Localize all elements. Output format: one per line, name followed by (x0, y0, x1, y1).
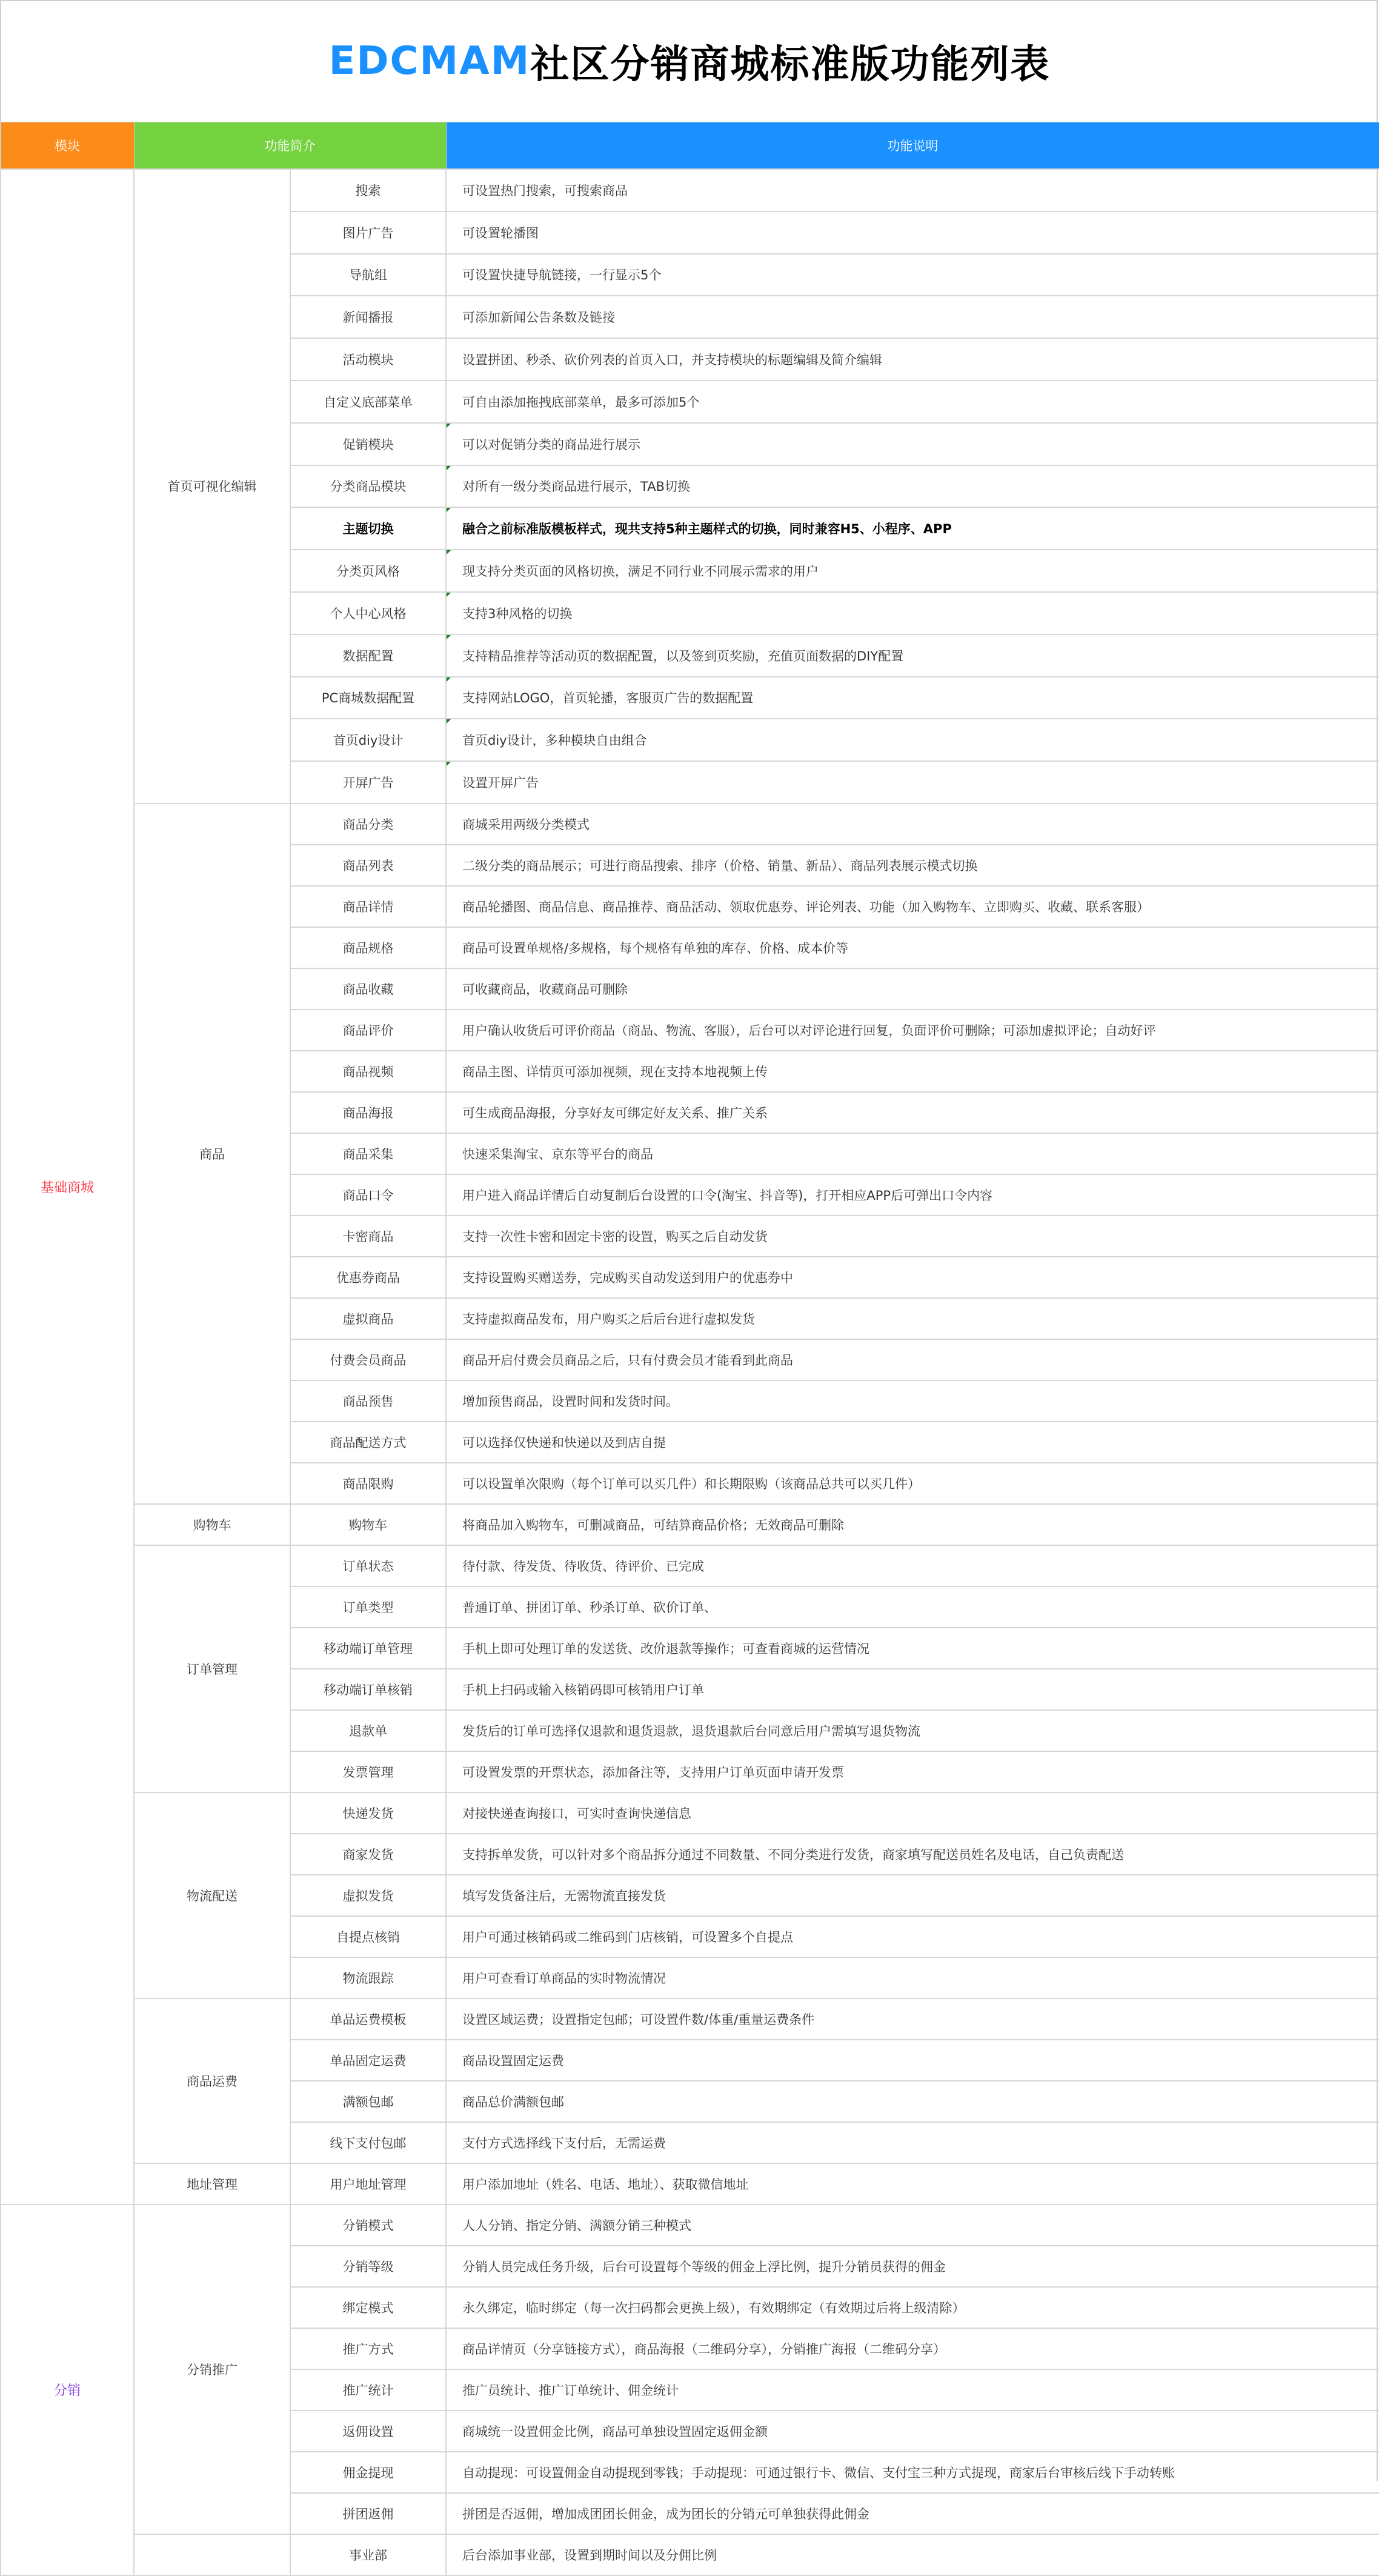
description-text: 商品详情页（分享链接方式），商品海报（二维码分享），分销推广海报（二维码分享） (462, 2341, 946, 2357)
description-text: 发货后的订单可选择仅退款和退货退款，退货退款后台同意后用户需填写退货物流 (462, 1723, 920, 1739)
description-text: 支持精品推荐等活动页的数据配置，以及签到页奖励，充值页面数据的DIY配置 (462, 648, 904, 664)
description-cell (446, 761, 1379, 804)
description-cell (446, 804, 1379, 845)
description-cell (446, 2452, 1379, 2493)
description-text: 融合之前标准版模板样式，现共支持5种主题样式的切换，同时兼容H5、小程序、APP (462, 522, 952, 537)
description-text: 商品可设置单规格/多规格，每个规格有单独的库存、价格、成本价等 (462, 940, 849, 956)
description-cell (446, 886, 1379, 927)
feature-cell: 个人中心风格 (290, 592, 446, 634)
description-cell (446, 2534, 1379, 2575)
description-cell (446, 2081, 1379, 2122)
description-text: 可以设置单次限购（每个订单可以买几件）和长期限购（该商品总共可以买几件） (462, 1476, 920, 1491)
title-text: 社区分销商城标准版功能列表 (530, 42, 1051, 87)
comment-marker-icon (447, 508, 451, 512)
description-text: 设置区域运费；设置指定包邮；可设置件数/体重/重量运费条件 (462, 2012, 815, 2027)
description-cell (446, 634, 1379, 677)
feature-cell: 新闻播报 (290, 296, 446, 338)
description-text: 现支持分类页面的风格切换，满足不同行业不同展示需求的用户 (462, 564, 819, 579)
description-cell (446, 1257, 1379, 1298)
description-cell (446, 1051, 1379, 1092)
description-text: 可设置发票的开票状态，添加备注等，支持用户订单页面申请开发票 (462, 1765, 844, 1780)
feature-cell: 活动模块 (290, 338, 446, 381)
description-text: 可设置快捷导航链接，一行显示5个 (462, 268, 662, 283)
feature-cell: 分类页风格 (290, 550, 446, 592)
description-text: 用户可查看订单商品的实时物流情况 (462, 1971, 666, 1986)
description-text: 用户确认收货后可评价商品（商品、物流、客服），后台可以对评论进行回复，负面评价可删除；可添加虚拟评论；自动好评 (462, 1023, 1156, 1038)
description-cell (446, 1339, 1379, 1380)
description-cell (446, 1751, 1379, 1792)
feature-cell: 商品详情 (290, 886, 446, 927)
table-row (1, 804, 1379, 845)
description-text: 对接快递查询接口，可实时查询快递信息 (462, 1806, 691, 1821)
description-text: 可添加新闻公告条数及链接 (462, 310, 615, 325)
table-header-row (1, 122, 1379, 170)
group-cell: 地址管理 (134, 2163, 290, 2205)
feature-cell: 发票管理 (290, 1751, 446, 1792)
comment-marker-icon (447, 424, 451, 428)
description-cell (446, 254, 1379, 296)
description-cell (446, 2287, 1379, 2328)
description-text: 填写发货备注后，无需物流直接发货 (462, 1888, 666, 1903)
feature-table (0, 122, 1379, 2576)
description-cell (446, 2163, 1379, 2205)
description-text: 支持3种风格的切换 (462, 606, 573, 621)
feature-cell: 订单类型 (290, 1586, 446, 1628)
feature-cell: 绑定模式 (290, 2287, 446, 2328)
feature-cell: 商品采集 (290, 1133, 446, 1174)
description-cell (446, 1875, 1379, 1916)
description-cell (446, 507, 1379, 550)
feature-cell: 返佣设置 (290, 2411, 446, 2452)
description-cell (446, 1834, 1379, 1875)
description-text: 二级分类的商品展示；可进行商品搜索、排序（价格、销量、新品）、商品列表展示模式切换 (462, 858, 978, 873)
description-text: 支持网站LOGO，首页轮播，客服页广告的数据配置 (462, 691, 754, 706)
description-text: 人人分销、指定分销、满额分销三种模式 (462, 2218, 691, 2233)
description-text: 用户添加地址（姓名、电话、地址）、获取微信地址 (462, 2177, 749, 2192)
group-cell: 物流配送 (134, 1792, 290, 1999)
group-cell: 分销推广 (134, 2205, 290, 2534)
table-row (1, 2163, 1379, 2205)
comment-marker-icon (447, 593, 451, 597)
description-text: 增加预售商品，设置时间和发货时间。 (462, 1394, 679, 1409)
table-row (1, 1504, 1379, 1545)
table-row (1, 1545, 1379, 1586)
description-text: 拼团是否返佣，增加成团团长佣金，成为团长的分销元可单独获得此佣金 (462, 2506, 869, 2521)
description-text: 后台添加事业部，设置到期时间以及分佣比例 (462, 2548, 717, 2563)
feature-cell: 购物车 (290, 1504, 446, 1545)
feature-cell: 单品运费模板 (290, 1999, 446, 2040)
feature-cell: 分类商品模块 (290, 465, 446, 508)
feature-cell: 推广统计 (290, 2369, 446, 2411)
comment-marker-icon (447, 550, 451, 554)
description-text: 可以对促销分类的商品进行展示 (462, 437, 640, 452)
description-cell (446, 1792, 1379, 1834)
description-text: 商品开启付费会员商品之后，只有付费会员才能看到此商品 (462, 1353, 793, 1368)
description-text: 设置开屏广告 (462, 776, 539, 791)
feature-cell: 订单状态 (290, 1545, 446, 1586)
description-cell (446, 1133, 1379, 1174)
feature-cell: 开屏广告 (290, 761, 446, 804)
comment-marker-icon (447, 719, 451, 724)
description-cell (446, 1463, 1379, 1504)
feature-cell: 推广方式 (290, 2328, 446, 2369)
group-cell (134, 2534, 290, 2575)
feature-cell: 导航组 (290, 254, 446, 296)
table-row (1, 169, 1379, 211)
feature-cell: 快递发货 (290, 1792, 446, 1834)
feature-cell: 图片广告 (290, 211, 446, 254)
feature-cell: 商家发货 (290, 1834, 446, 1875)
module-cell: 基础商城 (1, 169, 134, 2205)
description-cell (446, 1504, 1379, 1545)
feature-cell: 付费会员商品 (290, 1339, 446, 1380)
feature-cell: 移动端订单核销 (290, 1669, 446, 1710)
feature-cell: 商品列表 (290, 845, 446, 886)
feature-cell: 商品口令 (290, 1174, 446, 1216)
feature-cell: 主题切换 (290, 507, 446, 550)
feature-cell: 商品海报 (290, 1092, 446, 1133)
page-title (0, 0, 1379, 122)
description-cell (446, 1010, 1379, 1051)
feature-cell: 虚拟商品 (290, 1298, 446, 1339)
description-text: 商城采用两级分类模式 (462, 817, 590, 832)
feature-cell: 商品预售 (290, 1380, 446, 1422)
description-text: 可以选择仅快递和快递以及到店自提 (462, 1435, 666, 1450)
description-text: 待付款、待发货、待收货、待评价、已完成 (462, 1559, 704, 1574)
header-module: 模块 (1, 122, 134, 170)
description-text: 支持设置购买赠送券，完成购买自动发送到用户的优惠券中 (462, 1270, 793, 1285)
description-text: 推广员统计、推广订单统计、佣金统计 (462, 2383, 679, 2398)
description-cell (446, 1380, 1379, 1422)
feature-cell: 单品固定运费 (290, 2040, 446, 2081)
description-text: 首页diy设计，多种模块自由组合 (462, 733, 647, 748)
description-cell (446, 1710, 1379, 1751)
feature-cell: 分销模式 (290, 2205, 446, 2246)
feature-cell: 佣金提现 (290, 2452, 446, 2493)
description-text: 支付方式选择线下支付后，无需运费 (462, 2135, 666, 2151)
description-text: 支持虚拟商品发布，用户购买之后后台进行虚拟发货 (462, 1311, 755, 1326)
table-row (1, 1792, 1379, 1834)
description-cell (446, 1545, 1379, 1586)
feature-cell: 卡密商品 (290, 1216, 446, 1257)
description-cell (446, 211, 1379, 254)
group-cell: 订单管理 (134, 1545, 290, 1792)
description-cell (446, 2122, 1379, 2163)
comment-marker-icon (447, 677, 451, 682)
description-cell (446, 968, 1379, 1010)
description-text: 将商品加入购物车，可删减商品，可结算商品价格；无效商品可删除 (462, 1517, 844, 1533)
description-cell (446, 845, 1379, 886)
table-row (1, 2534, 1379, 2575)
header-intro: 功能简介 (134, 122, 446, 170)
group-cell: 商品运费 (134, 1999, 290, 2163)
group-cell: 商品 (134, 804, 290, 1504)
description-text: 可收藏商品，收藏商品可删除 (462, 982, 628, 997)
table-body (1, 169, 1379, 2575)
description-text: 商品轮播图、商品信息、商品推荐、商品活动、领取优惠券、评论列表、功能（加入购物车、立即购买、收藏、联系客服） (462, 899, 1149, 914)
feature-cell: PC商城数据配置 (290, 677, 446, 719)
feature-cell: 商品视频 (290, 1051, 446, 1092)
feature-cell: 数据配置 (290, 634, 446, 677)
table-row (1, 2205, 1379, 2246)
description-cell (446, 1174, 1379, 1216)
feature-cell: 自提点核销 (290, 1916, 446, 1957)
description-text: 支持拆单发货，可以针对多个商品拆分通过不同数量、不同分类进行发货，商家填写配送员姓名及电话，自己负责配送 (462, 1847, 1124, 1862)
feature-cell: 优惠券商品 (290, 1257, 446, 1298)
description-cell (446, 677, 1379, 719)
description-text: 用户进入商品详情后自动复制后台设置的口令(淘宝、抖音等)，打开相应APP后可弹出口令内容 (462, 1188, 993, 1203)
description-text: 用户可通过核销码或二维码到门店核销，可设置多个自提点 (462, 1929, 793, 1945)
header-desc: 功能说明 (446, 122, 1379, 170)
module-cell: 分销 (1, 2205, 134, 2575)
description-text: 手机上即可处理订单的发送货、改价退款等操作；可查看商城的运营情况 (462, 1641, 869, 1656)
feature-cell: 商品收藏 (290, 968, 446, 1010)
description-text: 普通订单、拼团订单、秒杀订单、砍价订单、 (462, 1600, 717, 1615)
feature-cell: 商品评价 (290, 1010, 446, 1051)
feature-cell: 分销等级 (290, 2246, 446, 2287)
group-cell: 首页可视化编辑 (134, 169, 290, 804)
description-cell (446, 169, 1379, 211)
description-cell (446, 1092, 1379, 1133)
description-cell (446, 2205, 1379, 2246)
description-cell (446, 1957, 1379, 1999)
feature-cell: 拼团返佣 (290, 2493, 446, 2534)
description-cell (446, 1422, 1379, 1463)
feature-cell: 用户地址管理 (290, 2163, 446, 2205)
description-text: 自动提现：可设置佣金自动提现到零钱；手动提现：可通过银行卡、微信、支付宝三种方式提现，商家后台审核后线下手动转账 (462, 2465, 1175, 2480)
description-cell (446, 2369, 1379, 2411)
description-cell (446, 338, 1379, 381)
comment-marker-icon (447, 762, 451, 766)
description-cell (446, 2040, 1379, 2081)
feature-cell: 退款单 (290, 1710, 446, 1751)
feature-cell: 满额包邮 (290, 2081, 446, 2122)
description-text: 可生成商品海报，分享好友可绑定好友关系、推广关系 (462, 1105, 768, 1120)
description-text: 商城统一设置佣金比例，商品可单独设置固定返佣金额 (462, 2424, 768, 2439)
description-cell (446, 2411, 1379, 2452)
description-text: 可设置热门搜索，可搜索商品 (462, 183, 628, 198)
group-cell: 购物车 (134, 1504, 290, 1545)
description-cell (446, 2328, 1379, 2369)
feature-cell: 线下支付包邮 (290, 2122, 446, 2163)
description-cell (446, 719, 1379, 761)
description-cell (446, 1298, 1379, 1339)
description-text: 商品主图、详情页可添加视频，现在支持本地视频上传 (462, 1064, 768, 1079)
feature-cell: 移动端订单管理 (290, 1628, 446, 1669)
description-text: 可自由添加拖拽底部菜单，最多可添加5个 (462, 394, 700, 410)
description-cell (446, 296, 1379, 338)
description-text: 快速采集淘宝、京东等平台的商品 (462, 1147, 653, 1162)
description-cell (446, 2493, 1379, 2534)
feature-cell: 物流跟踪 (290, 1957, 446, 1999)
feature-cell: 自定义底部菜单 (290, 381, 446, 423)
description-cell (446, 2246, 1379, 2287)
feature-cell: 商品配送方式 (290, 1422, 446, 1463)
description-cell (446, 1916, 1379, 1957)
table-row (1, 1999, 1379, 2040)
feature-cell: 首页diy设计 (290, 719, 446, 761)
description-text: 对所有一级分类商品进行展示，TAB切换 (462, 479, 690, 494)
description-cell (446, 592, 1379, 634)
feature-cell: 虚拟发货 (290, 1875, 446, 1916)
description-cell (446, 1999, 1379, 2040)
description-text: 设置拼团、秒杀、砍价列表的首页入口，并支持模块的标题编辑及简介编辑 (462, 353, 882, 368)
description-cell (446, 465, 1379, 508)
description-text: 商品设置固定运费 (462, 2053, 564, 2068)
description-text: 商品总价满额包邮 (462, 2094, 564, 2109)
description-cell (446, 550, 1379, 592)
description-cell (446, 381, 1379, 423)
feature-cell: 商品分类 (290, 804, 446, 845)
description-cell (446, 1628, 1379, 1669)
feature-cell: 事业部 (290, 2534, 446, 2575)
description-cell (446, 1669, 1379, 1710)
description-cell (446, 1216, 1379, 1257)
comment-marker-icon (447, 635, 451, 639)
description-text: 手机上扫码或输入核销码即可核销用户订单 (462, 1682, 704, 1697)
description-text: 永久绑定，临时绑定（每一次扫码都会更换上级），有效期绑定（有效期过后将上级清除） (462, 2300, 965, 2315)
description-text: 可设置轮播图 (462, 225, 539, 241)
feature-cell: 商品规格 (290, 927, 446, 968)
feature-cell: 商品限购 (290, 1463, 446, 1504)
feature-cell: 促销模块 (290, 423, 446, 465)
description-cell (446, 423, 1379, 465)
description-cell (446, 927, 1379, 968)
description-text: 支持一次性卡密和固定卡密的设置，购买之后自动发货 (462, 1229, 768, 1244)
comment-marker-icon (447, 466, 451, 470)
description-text: 分销人员完成任务升级，后台可设置每个等级的佣金上浮比例，提升分销员获得的佣金 (462, 2259, 946, 2274)
brand-name: EDCMAM (328, 38, 531, 84)
description-cell (446, 1586, 1379, 1628)
feature-cell: 搜索 (290, 169, 446, 211)
